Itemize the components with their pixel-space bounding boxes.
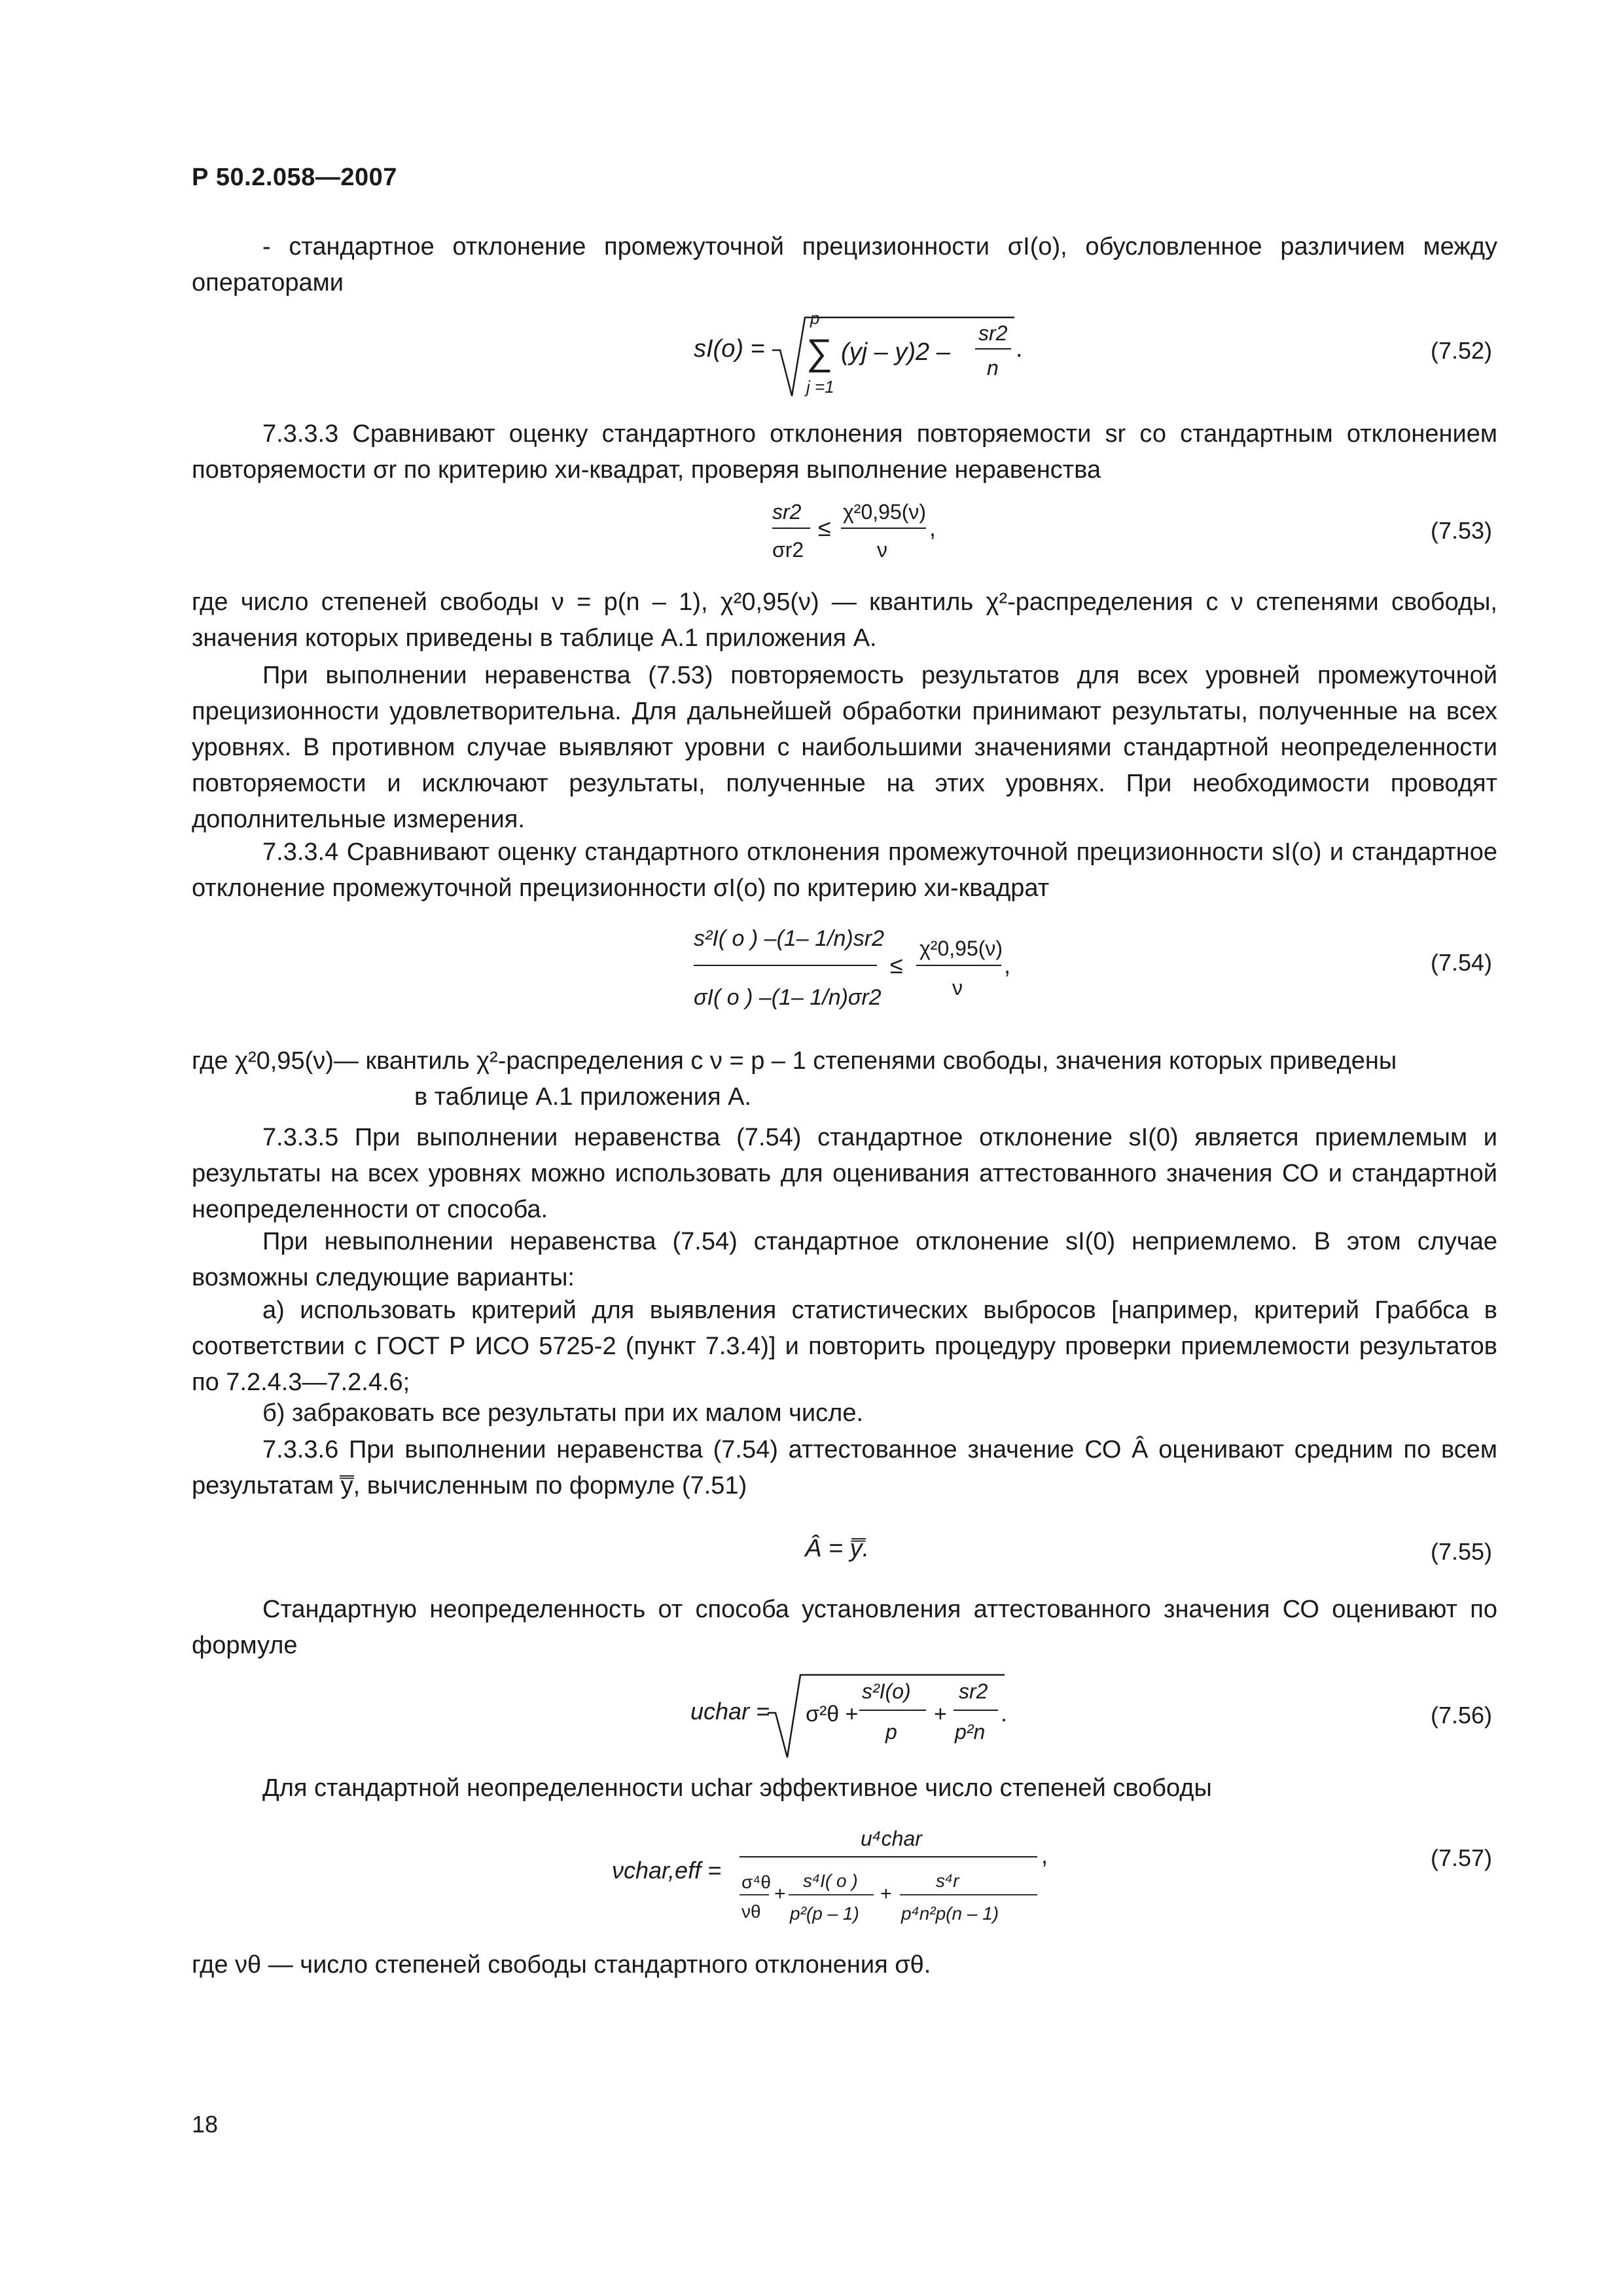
equation-7-55: Â = y̿. — [805, 1535, 870, 1562]
eq754-rel: ≤ — [890, 952, 903, 978]
eq757-d3-num: s⁴r — [936, 1871, 959, 1891]
eq752-sum-top: p — [810, 308, 820, 328]
equation-7-53 — [772, 494, 982, 573]
paragraph-degrees-of-freedom: где число степеней свободы ν = p(n – 1), χ²0,95(ν) — квантиль χ²-распределения с ν степенями свободы, значения которых приведены в таблице А.1 приложения А. — [192, 588, 1497, 652]
eq752-body: (yj – y)2 – — [841, 338, 950, 366]
eq757-d2-num: s⁴I( o ) — [803, 1871, 858, 1891]
eq753-rel: ≤ — [818, 514, 831, 541]
paragraph-7-3-3-6: 7.3.3.6 При выполнении неравенства (7.54) аттестованное значение СО Â оценивают средним по всем результатам y̿, вычисленным по формуле (7.51) — [192, 1436, 1497, 1499]
eq757-num: u⁴char — [861, 1827, 922, 1850]
paragraph-repeatability-result: При выполнении неравенства (7.53) повторяемость результатов для всех уровней промежуточной прецизионности удовлетворительна. Для дальнейшей обработки принимают результаты, полученные на всех уровнях. В противном случае выявляют уровни с наибольшими значениями стандартной неопределенности повторяемости и исключают результаты, полученные на этих уровнях. При необходимости проводят дополнительные измерения. — [192, 662, 1497, 833]
eq756-t1: σ²θ + — [806, 1702, 859, 1727]
eq752-sum-bot: j =1 — [806, 377, 834, 397]
equation-7-52 — [694, 304, 1060, 403]
paragraph-effective-dof: Для стандартной неопределенности uchar эффективное число степеней свободы — [262, 1774, 1212, 1802]
equation-7-57 — [612, 1823, 1083, 1934]
equation-7-56 — [690, 1666, 1031, 1764]
svg-text:∑: ∑ — [806, 331, 832, 372]
eq754-den-r: ν — [952, 976, 963, 999]
equation-7-54 — [694, 906, 1060, 1031]
paragraph-quantile-line2: в таблице А.1 приложения А. — [414, 1083, 751, 1111]
eq753-den-r: ν — [877, 538, 887, 562]
svg-text:+: + — [774, 1883, 786, 1905]
eq752-frac-num: sr2 — [978, 321, 1008, 345]
eq753-den-l: σr2 — [772, 538, 804, 562]
paragraph-7-3-3-4: 7.3.3.4 Сравнивают оценку стандартного отклонения промежуточной прецизионности sI(o) и стандартное отклонение промежуточной прецизионности σI(o) по критерию хи-квадрат — [192, 838, 1497, 902]
paragraph-quantile-line1: где χ²0,95(ν)— квантиль χ²-распределения с ν = p – 1 степенями свободы, значения которых приведены — [192, 1047, 1397, 1075]
eq756-f2-den: p²n — [955, 1720, 986, 1744]
equation-number-7-55: (7.55) — [1430, 1538, 1492, 1565]
eq757-lhs: νchar,eff = — [612, 1857, 722, 1884]
paragraph-7-3-3-3: 7.3.3.3 Сравнивают оценку стандартного отклонения повторяемости sr со стандартным отклонением повторяемости σr по критерию хи-квадрат, проверяя выполнение неравенства — [192, 420, 1497, 484]
eq756-lhs: uchar = — [690, 1698, 770, 1725]
paragraph-operators: - стандартное отклонение промежуточной прецизионности σI(o), обусловленное различием между операторами — [192, 233, 1497, 296]
eq756-f1-den: p — [885, 1720, 897, 1744]
eq752-frac-den: n — [987, 356, 999, 380]
eq756-plus: + — [934, 1702, 947, 1727]
equation-number-7-56: (7.56) — [1430, 1702, 1492, 1729]
list-item-b: б) забраковать все результаты при их малом числе. — [262, 1399, 864, 1427]
eq757-d2-den: p²(p – 1) — [790, 1903, 859, 1924]
paragraph-7-3-3-5: 7.3.3.5 При выполнении неравенства (7.54) стандартное отклонение sI(0) является приемлемым и результаты на всех уровнях можно использовать для оценивания аттестованного значения СО и стандартной неопределенности от способа. — [192, 1124, 1497, 1223]
eq752-lhs: sI(o) = — [694, 335, 765, 363]
eq757-d3-den: p⁴n²p(n – 1) — [901, 1903, 999, 1924]
equation-number-7-57: (7.57) — [1430, 1844, 1492, 1871]
eq756-f2-num: sr2 — [959, 1679, 988, 1703]
eq754-num: s²I( o ) –(1– 1/n)sr2 — [694, 926, 884, 951]
eq754-den: σI( o ) –(1– 1/n)σr2 — [694, 985, 882, 1010]
equation-number-7-52: (7.52) — [1430, 337, 1492, 364]
page-number: 18 — [192, 2111, 219, 2138]
eq754-end: , — [1004, 952, 1011, 978]
svg-text:+: + — [880, 1883, 892, 1905]
eq757-d1-den: νθ — [741, 1901, 761, 1922]
eq752-end: . — [1016, 335, 1023, 363]
equation-number-7-53: (7.53) — [1430, 517, 1492, 544]
eq757-end: , — [1041, 1842, 1048, 1869]
document-header: Р 50.2.058—2007 — [192, 164, 397, 191]
eq753-num-r: χ²0,95(ν) — [843, 500, 927, 524]
paragraph-std-uncertainty: Стандартную неопределенность от способа установления аттестованного значения СО оценивают по формуле — [192, 1596, 1497, 1659]
paragraph-nu-theta: где νθ — число степеней свободы стандартного отклонения σθ. — [192, 1951, 931, 1979]
eq753-num-l: sr2 — [772, 500, 802, 524]
eq754-num-r: χ²0,95(ν) — [919, 937, 1003, 960]
eq756-f1-num: s²I(o) — [862, 1679, 911, 1703]
eq753-end: , — [929, 514, 936, 541]
eq757-d1-num: σ⁴θ — [741, 1872, 771, 1892]
eq756-end: . — [1001, 1700, 1008, 1727]
paragraph-unacceptable: При невыполнении неравенства (7.54) стандартное отклонение sI(0) неприемлемо. В этом случае возможны следующие варианты: — [192, 1228, 1497, 1291]
equation-number-7-54: (7.54) — [1430, 949, 1492, 976]
list-item-a: а) использовать критерий для выявления статистических выбросов [например, критерий Граббса в соответствии с ГОСТ Р ИСО 5725-2 (пункт 7.3.4)] и повторить процедуру проверки приемлемости результатов по 7.2.4.3—7.2.4.6; — [192, 1297, 1497, 1396]
